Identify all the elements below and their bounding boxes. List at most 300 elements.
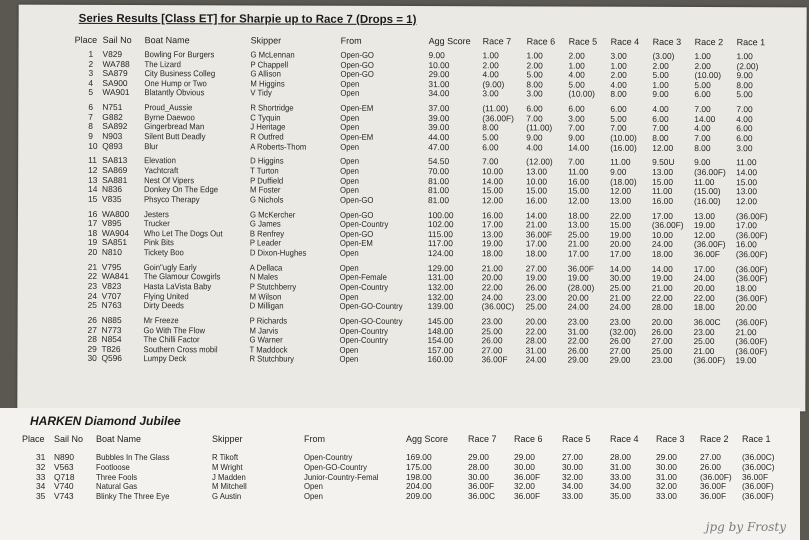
cell-race-7: 5.00	[482, 132, 499, 143]
cell-race-7: 12.00	[482, 195, 504, 206]
cell-place: 25	[87, 300, 98, 311]
cell-race-7: 2.00	[482, 59, 499, 70]
cell-place: 13	[88, 174, 98, 185]
cell-race-3: 7.00	[652, 123, 669, 134]
cell-race-7: 21.00	[481, 263, 503, 274]
header-race-4: Race 4	[610, 434, 639, 444]
cell-race-2: 25.00	[693, 336, 715, 347]
cell-boat-name: Go With The Flow	[143, 324, 206, 335]
cell-skipper: G Austin	[212, 491, 242, 502]
cell-agg-score: 175.00	[406, 461, 432, 472]
cell-skipper: N Males	[249, 271, 279, 282]
cell-race-6: 6.00	[526, 103, 543, 114]
cell-race-4: 15.00	[609, 219, 631, 230]
cell-race-4: 30.00	[609, 273, 631, 284]
cell-race-5: 7.00	[568, 156, 585, 167]
cell-race-4: 14.00	[609, 263, 631, 274]
cell-race-2: 22.00	[693, 292, 715, 303]
cell-race-7: 3.00	[482, 88, 499, 99]
header-boat-name: Boat Name	[96, 434, 142, 444]
cell-boat-name: The Lizard	[144, 58, 181, 69]
cell-race-4: 25.00	[609, 282, 631, 293]
header-race-3: Race 3	[652, 36, 682, 47]
cell-race-3: 23.00	[651, 355, 673, 366]
cell-agg-score: 10.00	[428, 59, 450, 70]
cell-agg-score: 81.00	[428, 175, 450, 186]
header-race-2: Race 2	[694, 36, 724, 48]
cell-place: 3	[88, 68, 94, 79]
cell-race-5: 18.00	[567, 210, 589, 221]
cell-race-5: 13.00	[567, 219, 589, 230]
cell-skipper: R Shortridge	[250, 102, 294, 113]
cell-from: Open-GO	[340, 59, 374, 70]
cell-boat-name: Blinky The Three Eye	[96, 491, 170, 502]
cell-race-1: 16.00	[735, 239, 757, 250]
cell-race-5: (28.00)	[567, 282, 595, 293]
cell-race-1: (36.00C)	[742, 452, 775, 462]
cell-race-7: 7.00	[482, 156, 499, 167]
cell-race-1: (36.00F)	[735, 345, 768, 357]
cell-place: 23	[87, 280, 98, 291]
cell-race-2: 18.00	[693, 302, 715, 313]
cell-from: Open	[340, 165, 360, 176]
cell-race-4: 23.00	[609, 316, 631, 327]
cell-from: Open	[340, 88, 360, 99]
header-race-4: Race 4	[610, 36, 640, 47]
cell-place: 10	[88, 140, 98, 151]
cell-race-7: 19.00	[481, 238, 503, 249]
cell-boat-name: Hasta LaVista Baby	[143, 281, 212, 292]
cell-race-5: 1.00	[568, 60, 585, 71]
cell-boat-name: Elevation	[144, 155, 176, 166]
cell-sail-no: V835	[102, 193, 122, 204]
cell-from: Open	[340, 78, 360, 89]
cell-race-7: 17.00	[481, 219, 503, 230]
cell-boat-name: Three Fools	[96, 471, 138, 482]
cell-from: Open-GO-Country	[339, 300, 403, 312]
cell-race-3: 9.00	[652, 89, 669, 100]
header-place: Place	[74, 34, 98, 45]
cell-race-1: (36.00F)	[735, 229, 768, 241]
cell-race-5: 7.00	[568, 122, 585, 133]
cell-agg-score: 81.00	[428, 185, 450, 196]
cell-race-1: 18.00	[735, 283, 757, 294]
cell-race-7: 36.00C	[468, 491, 496, 502]
cell-boat-name: Trucker	[143, 218, 170, 229]
cell-race-3: 33.00	[656, 491, 677, 502]
cell-race-5: 5.00	[568, 79, 585, 90]
cell-race-6: 5.00	[526, 69, 543, 80]
cell-race-2: 2.00	[694, 60, 711, 71]
cell-race-7: 10.00	[482, 166, 504, 177]
cell-sail-no: V829	[102, 48, 123, 59]
cell-race-5: 26.00	[567, 345, 589, 356]
cell-skipper: G McKercher	[249, 209, 296, 220]
cell-sail-no: Q596	[101, 353, 122, 364]
cell-agg-score: 34.00	[428, 88, 450, 99]
cell-from: Open-GO	[339, 209, 374, 220]
cell-agg-score: 39.00	[428, 112, 450, 123]
cell-race-1: (36.00F)	[742, 491, 774, 502]
cell-skipper: A Roberts-Thom	[250, 141, 307, 152]
cell-from: Open	[304, 481, 323, 492]
cell-skipper: D Higgins	[250, 155, 284, 166]
cell-race-4: 12.00	[610, 185, 632, 196]
cell-race-6: 29.00	[514, 452, 535, 462]
cell-skipper: M Foster	[250, 184, 281, 195]
cell-place: 19	[87, 237, 98, 248]
cell-race-5: 33.00	[562, 491, 583, 502]
cell-skipper: J Heritage	[250, 121, 286, 132]
cell-race-5: 23.00	[567, 316, 589, 327]
cell-race-6: 13.00	[526, 166, 548, 177]
cell-from: Junior-Country-Femal	[304, 471, 379, 482]
cell-race-7: (9.00)	[482, 79, 505, 90]
cell-race-1: 14.00	[736, 167, 758, 178]
cell-sail-no: WA901	[102, 87, 130, 98]
cell-sail-no: V563	[54, 461, 74, 472]
cell-race-3: (36.00F)	[651, 220, 684, 231]
cell-boat-name: Dirty Deeds	[143, 300, 184, 311]
cell-race-1: 7.00	[736, 104, 753, 115]
cell-place: 16	[87, 208, 98, 219]
cell-race-6: 26.00	[525, 282, 547, 293]
cell-race-7: 36.00F	[481, 354, 508, 365]
cell-race-7: 6.00	[482, 141, 499, 152]
cell-race-3: 21.00	[651, 282, 673, 293]
cell-sail-no: N890	[54, 452, 75, 462]
cell-race-2: (36.00F)	[693, 355, 726, 366]
cell-place: 12	[88, 164, 98, 175]
cell-skipper: P Duffield	[250, 175, 284, 186]
cell-race-2: 19.00	[693, 220, 715, 231]
cell-race-2: 36.00F	[700, 481, 727, 492]
cell-place: 35	[36, 491, 46, 502]
cell-race-5: 15.00	[568, 185, 590, 196]
bottom-title: HARKEN Diamond Jubilee	[30, 414, 181, 428]
cell-sail-no: Q893	[102, 140, 123, 151]
cell-race-4: 3.00	[610, 50, 627, 61]
cell-race-6: 30.00	[514, 461, 535, 472]
cell-agg-score: 132.00	[427, 282, 454, 293]
cell-race-6: 24.00	[525, 354, 547, 365]
cell-race-2: (36.00F)	[700, 471, 732, 482]
cell-race-6: 14.00	[525, 209, 547, 221]
cell-boat-name: Southern Cross mobil	[143, 343, 218, 355]
cell-race-2: (10.00)	[694, 70, 722, 81]
cell-race-6: 19.00	[525, 272, 547, 283]
cell-sail-no: N836	[102, 184, 123, 195]
cell-from: Open	[340, 112, 360, 123]
cell-race-2: 27.00	[700, 452, 721, 462]
cell-race-6: 15.00	[526, 185, 548, 196]
cell-race-4: 9.00	[610, 166, 627, 177]
cell-agg-score: 169.00	[406, 452, 432, 462]
cell-from: Open	[339, 354, 359, 365]
cell-race-2: 21.00	[693, 345, 715, 356]
cell-place: 29	[87, 343, 97, 354]
cell-place: 31	[36, 452, 46, 462]
header-place: Place	[22, 434, 45, 444]
cell-skipper: G McLennan	[250, 49, 295, 60]
cell-skipper: P Stutchberry	[249, 281, 297, 292]
cell-agg-score: 44.00	[428, 132, 450, 143]
cell-race-7: 14.00	[482, 175, 504, 186]
cell-from: Open	[340, 156, 360, 167]
cell-sail-no: V823	[101, 280, 122, 291]
cell-race-7: 27.00	[481, 345, 503, 356]
cell-place: 22	[87, 271, 98, 282]
cell-race-6: (12.00)	[526, 156, 553, 167]
cell-race-1: 4.00	[736, 113, 753, 124]
cell-agg-score: 139.00	[427, 301, 454, 312]
cell-race-3: 13.00	[652, 166, 674, 177]
cell-boat-name: Bowling For Burgers	[144, 49, 215, 60]
cell-skipper: P Leader	[249, 237, 282, 248]
cell-race-4: 35.00	[610, 491, 631, 502]
cell-race-2: 6.00	[694, 89, 711, 100]
cell-race-3: 22.00	[651, 292, 673, 303]
cell-boat-name: Phsyco Therapy	[144, 193, 200, 205]
cell-race-7: 28.00	[468, 461, 489, 472]
cell-race-5: 17.00	[567, 248, 589, 259]
cell-race-2: 13.00	[693, 210, 715, 221]
cell-race-6: 22.00	[525, 325, 547, 337]
cell-race-1: (36.00F)	[742, 481, 774, 492]
cell-agg-score: 70.00	[428, 166, 450, 177]
header-race-2: Race 2	[700, 434, 729, 444]
cell-skipper: G Warner	[249, 334, 283, 345]
cell-skipper: M Mitchell	[212, 481, 247, 492]
cell-race-7: 36.00F	[468, 481, 495, 492]
cell-race-2: 20.00	[693, 282, 715, 294]
cell-race-1: 12.00	[736, 195, 758, 207]
cell-race-5: 25.00	[567, 229, 589, 240]
cell-race-2: 12.00	[693, 229, 715, 240]
cell-race-1: 36.00F	[742, 471, 769, 482]
cell-race-4: 29.00	[609, 355, 631, 366]
cell-race-5: 24.00	[567, 301, 589, 312]
cell-boat-name: Blatantly Obvious	[144, 87, 205, 98]
cell-race-2: 36.00C	[693, 316, 721, 328]
cell-boat-name: Byrne Daewoo	[144, 111, 195, 123]
cell-boat-name: City Business Colleg	[144, 68, 216, 79]
cell-race-1: 6.00	[736, 123, 753, 134]
cell-race-6: 1.00	[526, 50, 543, 61]
cell-race-4: 1.00	[610, 60, 627, 71]
cell-race-6: 4.00	[526, 141, 543, 153]
cell-race-4: 7.00	[610, 123, 627, 134]
cell-sail-no: N773	[101, 324, 122, 335]
cell-race-2: (36.00F)	[694, 166, 726, 178]
cell-race-6: 16.00	[526, 195, 548, 206]
cell-race-6: 23.00	[525, 291, 547, 303]
cell-race-6: 25.00	[525, 301, 547, 312]
cell-race-6: 27.00	[525, 263, 547, 274]
cell-skipper: R Tikoft	[212, 452, 239, 462]
cell-sail-no: N885	[101, 314, 122, 325]
cell-from: Open	[340, 141, 360, 152]
bottom-results-sheet	[0, 408, 800, 540]
cell-place: 26	[87, 314, 97, 325]
header-from: From	[340, 35, 362, 46]
cell-agg-score: 29.00	[428, 69, 450, 80]
cell-place: 11	[88, 155, 97, 166]
cell-race-7: 20.00	[481, 272, 503, 283]
cell-sail-no: V743	[54, 491, 74, 502]
cell-race-5: 4.00	[568, 69, 585, 80]
cell-race-4: 24.00	[609, 301, 631, 312]
cell-skipper: B Renfrey	[249, 228, 285, 239]
cell-race-1: 8.00	[736, 79, 753, 90]
cell-place: 17	[87, 218, 98, 229]
cell-from: Open-EM	[340, 102, 374, 114]
cell-race-3: 27.00	[651, 336, 673, 347]
cell-race-7: (36.00C)	[481, 301, 515, 312]
cell-place: 14	[88, 184, 98, 195]
cell-race-1: 19.00	[735, 355, 757, 366]
cell-race-7: 24.00	[481, 291, 503, 302]
cell-boat-name: Goin"ugly Early	[143, 261, 197, 273]
cell-skipper: P Chappell	[250, 59, 289, 70]
header-sail-no: Sail No	[54, 434, 84, 444]
cell-from: Open-GO	[339, 228, 374, 239]
cell-boat-name: Yachtcraft	[144, 165, 179, 176]
cell-race-4: 6.00	[610, 103, 627, 114]
cell-race-7: 30.00	[468, 471, 489, 482]
cell-place: 2	[88, 58, 94, 69]
cell-agg-score: 117.00	[427, 238, 453, 249]
cell-boat-name: One Hump or Two	[144, 77, 207, 89]
cell-skipper: D Dixon-Hughes	[249, 247, 307, 258]
cell-boat-name: Who Let The Dogs Out	[143, 227, 223, 239]
cell-race-7: 26.00	[481, 335, 503, 346]
cell-from: Open-Female	[339, 272, 387, 283]
cell-skipper: M Wilson	[249, 291, 282, 302]
cell-race-3: (3.00)	[652, 50, 675, 61]
cell-skipper: G Nichols	[250, 194, 284, 205]
cell-from: Open-GO-Country	[339, 315, 403, 326]
cell-agg-score: 132.00	[427, 291, 454, 302]
cell-agg-score: 204.00	[406, 481, 432, 492]
cell-sail-no: SA869	[102, 164, 128, 176]
cell-from: Open	[339, 262, 359, 273]
cell-boat-name: The Chilli Factor	[143, 334, 200, 345]
cell-race-6: 3.00	[526, 88, 543, 99]
cell-race-3: 6.00	[652, 113, 669, 124]
cell-agg-score: 198.00	[406, 471, 432, 482]
cell-race-6: 10.00	[526, 175, 548, 187]
cell-sail-no: SA900	[102, 77, 128, 88]
cell-race-1: 3.00	[736, 142, 753, 153]
cell-race-6: 36.00F	[514, 491, 541, 502]
cell-from: Open-Country	[339, 334, 388, 346]
cell-sail-no: WA841	[101, 271, 129, 282]
cell-sail-no: N854	[101, 334, 122, 345]
cell-race-4: 26.00	[609, 335, 631, 346]
cell-race-5: 12.00	[568, 195, 590, 206]
header-race-5: Race 5	[568, 36, 598, 47]
cell-race-1: 17.00	[735, 220, 757, 231]
cell-agg-score: 124.00	[427, 248, 454, 259]
cell-race-2: 17.00	[693, 263, 715, 274]
cell-from: Open-EM	[339, 238, 373, 249]
cell-race-3: 15.00	[652, 176, 674, 187]
cell-race-1: (36.00C)	[742, 461, 775, 472]
cell-race-6: 31.00	[525, 345, 547, 356]
cell-agg-score: 131.00	[427, 272, 454, 283]
cell-skipper: D Milligan	[249, 300, 284, 311]
cell-from: Open	[339, 344, 359, 355]
cell-from: Open-GO	[340, 68, 374, 80]
cell-place: 20	[87, 246, 98, 257]
cell-from: Open-Country	[339, 281, 389, 292]
cell-race-3: 18.00	[651, 248, 673, 259]
cell-race-4: 8.00	[610, 89, 627, 100]
header-boat-name: Boat Name	[144, 35, 190, 46]
cell-race-4: 13.00	[610, 195, 632, 206]
cell-race-5: 36.00F	[567, 263, 594, 274]
cell-boat-name: Footloose	[96, 461, 130, 472]
cell-race-1: 21.00	[735, 326, 757, 337]
cell-sail-no: N763	[101, 300, 122, 311]
cell-race-5: 11.00	[568, 166, 589, 177]
cell-skipper: R Stutchbury	[249, 353, 295, 364]
cell-race-4: 33.00	[610, 471, 631, 482]
cell-boat-name: Mr Freeze	[143, 315, 179, 326]
cell-race-3: 19.00	[651, 273, 673, 284]
cell-place: 33	[36, 471, 46, 482]
cell-race-1: 20.00	[735, 302, 757, 313]
cell-place: 30	[87, 353, 97, 364]
cell-sail-no: V740	[54, 481, 74, 492]
cell-race-2: (36.00F)	[693, 239, 726, 250]
cell-sail-no: SA881	[102, 174, 128, 185]
cell-boat-name: Lumpy Deck	[143, 353, 187, 364]
header-skipper: Skipper	[250, 35, 282, 46]
cell-race-2: 26.00	[700, 461, 721, 472]
cell-race-3: 11.00	[652, 186, 673, 197]
cell-race-1: (36.00F)	[735, 263, 768, 275]
cell-agg-score: 154.00	[427, 335, 454, 346]
cell-agg-score: 209.00	[406, 491, 432, 502]
cell-race-4: 34.00	[610, 481, 631, 492]
cell-agg-score: 102.00	[427, 219, 454, 230]
cell-race-7: 13.00	[481, 229, 503, 240]
cell-race-7: (11.00)	[482, 103, 509, 114]
cell-agg-score: 157.00	[427, 344, 454, 355]
cell-sail-no: WA800	[101, 208, 130, 219]
cell-race-5: 20.00	[567, 292, 589, 303]
cell-race-2: 23.00	[693, 326, 715, 337]
cell-race-6: 9.00	[526, 132, 543, 143]
cell-from: Open	[339, 291, 359, 302]
cell-race-4: 19.00	[609, 229, 631, 240]
cell-sail-no: T826	[101, 343, 121, 354]
cell-agg-score: 54.50	[428, 156, 450, 167]
cell-race-1: (2.00)	[736, 60, 759, 71]
cell-race-4: 17.00	[609, 248, 631, 259]
cell-race-7: 18.00	[481, 248, 503, 259]
cell-race-6: 28.00	[525, 335, 547, 346]
cell-boat-name: Donkey On The Edge	[144, 184, 219, 195]
cell-sail-no: SA879	[102, 68, 128, 79]
cell-race-3: 8.00	[652, 132, 669, 143]
cell-skipper: A Dellaca	[249, 262, 283, 273]
cell-skipper: P Richards	[249, 315, 288, 326]
cell-race-1: 11.00	[736, 157, 757, 168]
cell-race-1: 9.00	[736, 70, 753, 81]
